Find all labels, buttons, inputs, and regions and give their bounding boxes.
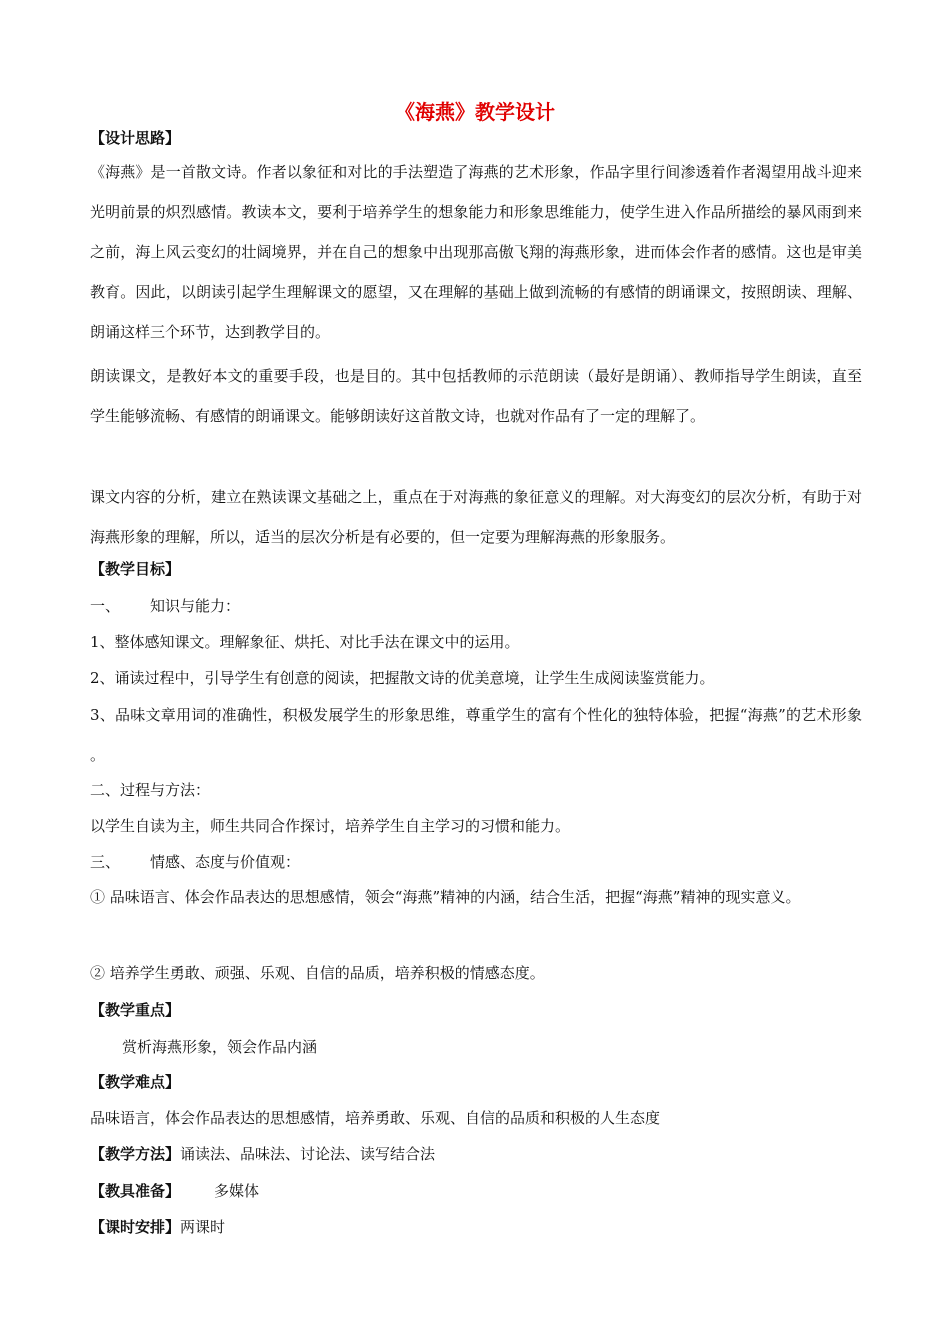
paragraph-text: ① 品味语言、体会作品表达的思想感情，领会“海燕”精神的内涵，结合生活，把握“海燕”精神的现实意义。 <box>90 888 801 906</box>
goal-1-title: 知识与能力： <box>150 597 241 615</box>
goal-2-heading: 二、过程与方法： <box>90 781 211 799</box>
goal-1-item-1: 1、整体感知课文。理解象征、烘托、对比手法在课文中的运用。 <box>90 633 520 651</box>
method-text: 诵读法、品味法、讨论法、读写结合法 <box>180 1145 436 1163</box>
tools-text: 多媒体 <box>214 1182 260 1200</box>
goal-3-number: 三、 <box>90 853 121 871</box>
section-heading-tools: 【教具准备】 <box>90 1182 181 1200</box>
goal-3-item-1 <box>90 877 862 917</box>
goal-1-item-3 <box>90 695 862 775</box>
paragraph-text: 3、品味文章用词的准确性，积极发展学生的形象思维，尊重学生的富有个性化的独特体验，把握“海燕”的艺术形象。 <box>90 706 862 764</box>
section-heading-difficulty: 【教学难点】 <box>90 1073 181 1091</box>
design-paragraph-2 <box>90 356 862 436</box>
difficulty-text: 品味语言，体会作品表达的思想感情，培养勇敢、乐观、自信的品质和积极的人生态度 <box>90 1109 661 1127</box>
goal-3-heading <box>90 851 300 873</box>
goal-3-title: 情感、态度与价值观： <box>150 853 301 871</box>
paragraph-text: 课文内容的分析，建立在熟读课文基础之上，重点在于对海燕的象征意义的理解。对大海变幻的层次分析，有助于对海燕形象的理解，所以，适当的层次分析是有必要的，但一定要为理解海燕的形象服务。 <box>90 488 862 546</box>
key-text: 赏析海燕形象，领会作品内涵 <box>122 1038 318 1056</box>
design-paragraph-1 <box>90 152 862 352</box>
method-line <box>90 1143 435 1165</box>
section-heading-goals: 【教学目标】 <box>90 560 181 578</box>
section-heading-method: 【教学方法】 <box>90 1145 181 1163</box>
paragraph-text: 朗读课文，是教好本文的重要手段，也是目的。其中包括教师的示范朗读（最好是朗诵）、教师指导学生朗读，直至学生能够流畅、有感情的朗诵课文。能够朗读好这首散文诗，也就对作品有了一定的理解了。 <box>90 367 862 425</box>
goal-1-heading <box>90 595 240 617</box>
document-title: 《海燕》教学设计 <box>395 100 555 124</box>
goal-2-text: 以学生自读为主，师生共同合作探讨，培养学生自主学习的习惯和能力。 <box>90 817 571 835</box>
section-heading-key: 【教学重点】 <box>90 1001 181 1019</box>
paragraph-text: 《海燕》是一首散文诗。作者以象征和对比的手法塑造了海燕的艺术形象，作品字里行间渗透着作者渴望用战斗迎来光明前景的炽烈感情。教读本文，要利于培养学生的想象能力和形象思维能力，使学生进入作品所描绘的暴风雨到来之前，海上风云变幻的壮阔境界，并在自己的想象中出现那高傲飞翔的海燕形象，进而体会作者的感情。这也是审美教育。因此，以朗读引起学生理解课文的愿望，又在理解的基础上做到流畅的有感情的朗诵课文，按照朗读、理解、朗诵这样三个环节，达到教学目的。 <box>90 163 862 341</box>
goal-1-number: 一、 <box>90 597 121 615</box>
hours-line <box>90 1216 225 1238</box>
goal-3-item-2: ② 培养学生勇敢、顽强、乐观、自信的品质，培养积极的情感态度。 <box>90 964 545 982</box>
section-heading-design: 【设计思路】 <box>90 129 181 147</box>
goal-1-item-2: 2、诵读过程中，引导学生有创意的阅读，把握散文诗的优美意境，让学生生成阅读鉴赏能力。 <box>90 669 715 687</box>
section-heading-hours: 【课时安排】 <box>90 1218 181 1236</box>
tools-line <box>90 1180 259 1202</box>
design-paragraph-3 <box>90 477 862 557</box>
hours-text: 两课时 <box>180 1218 226 1236</box>
